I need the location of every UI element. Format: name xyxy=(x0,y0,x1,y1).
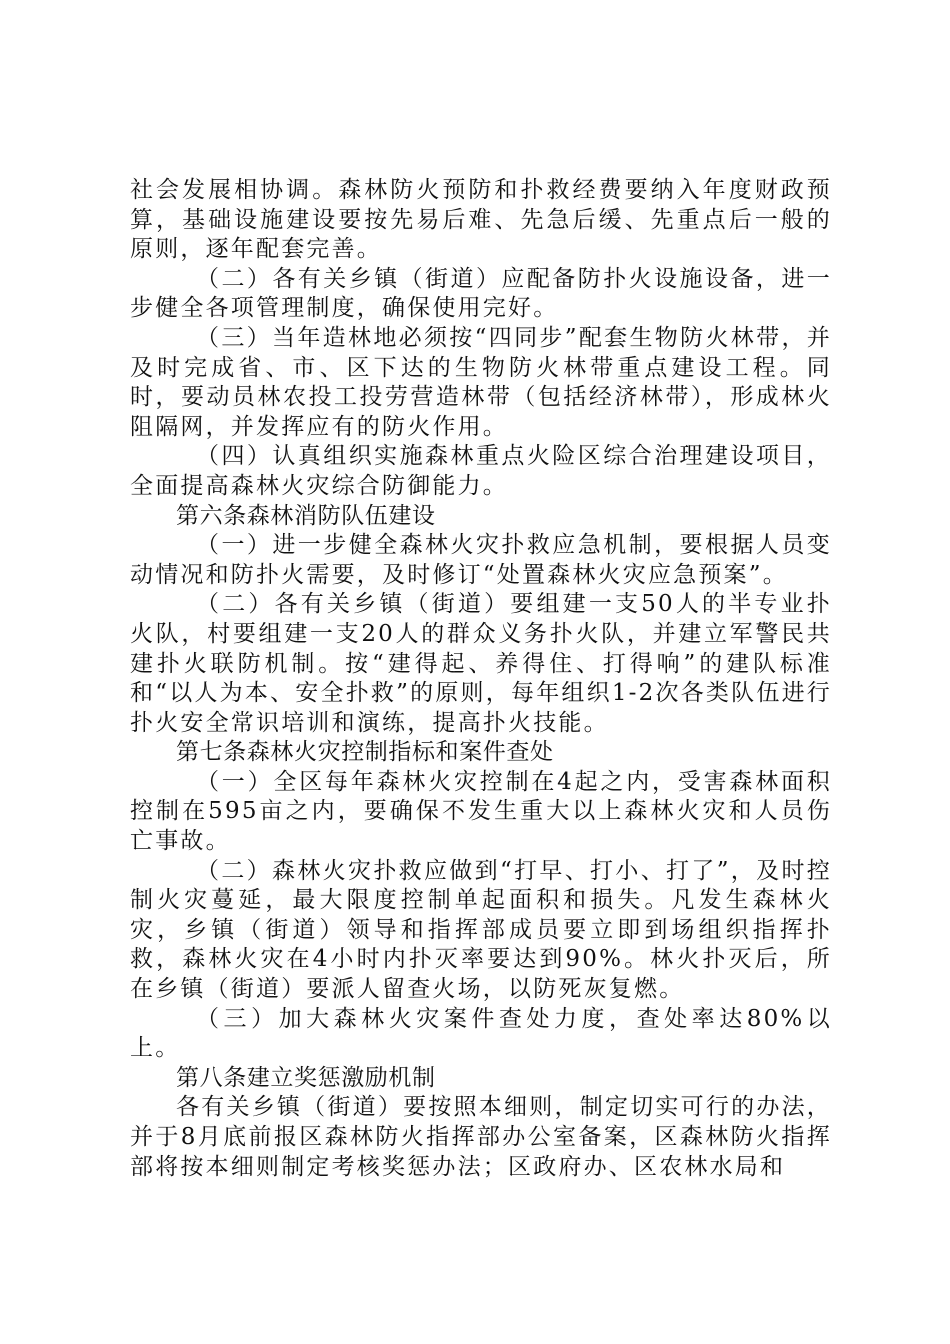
paragraph-item-4-risk-zone: （四）认真组织实施森林重点火险区综合治理建设项目，全面提高森林火灾综合防御能力。 xyxy=(130,443,832,499)
section-heading-article-7: 第七条森林火灾控制指标和案件查处 xyxy=(176,739,554,766)
paragraph-incentives: 各有关乡镇（街道）要按照本细则，制定切实可行的办法，并于8月底前报区森林防火指挥部办公室备案，区森林防火指挥部将按本细则制定考核奖惩办法；区政府办、区农林水局和 xyxy=(130,1094,832,1180)
paragraph-item-2-teams: （二）各有关乡镇（街道）要组建一支50人的半专业扑火队，村要组建一支20人的群众义务扑火队，并建立军警民共建扑火联防机制。按“建得起、养得住、打得响”的建队标准和“以人为本、安全扑救”的原则，每年组织1-2次各类队伍进行扑火安全常识培训和演练，提高扑火技能。 xyxy=(130,591,832,736)
paragraph-budget: 社会发展相协调。森林防火预防和扑救经费要纳入年度财政预算，基础设施建设要按先易后难、先急后缓、先重点后一般的原则，逐年配套完善。 xyxy=(130,177,832,263)
document-page xyxy=(130,176,832,1182)
paragraph-item-2-suppression: （二）森林火灾扑救应做到“打早、打小、打了”，及时控制火灾蔓延，最大限度控制单起面积和损失。凡发生森林火灾，乡镇（街道）领导和指挥部成员要立即到场组织指挥扑救，森林火灾在4小时内扑灭率要达到90%。林火扑灭后，所在乡镇（街道）要派人留查火场，以防死灰复燃。 xyxy=(130,857,832,1003)
paragraph-item-2-equipment: （二）各有关乡镇（街道）应配备防扑火设施设备，进一步健全各项管理制度，确保使用完好。 xyxy=(130,265,832,322)
section-heading-article-8: 第八条建立奖惩激励机制 xyxy=(176,1064,436,1091)
paragraph-item-1-emergency: （一）进一步健全森林火灾扑救应急机制，要根据人员变动情况和防扑火需要，及时修订“处置森林火灾应急预案”。 xyxy=(130,532,832,588)
paragraph-item-1-control: （一）全区每年森林火灾控制在4起之内，受害森林面积控制在595亩之内，要确保不发生重大以上森林火灾和人员伤亡事故。 xyxy=(130,768,832,855)
paragraph-item-3-investigation: （三）加大森林火灾案件查处力度，查处率达80%以上。 xyxy=(130,1005,832,1062)
paragraph-item-3-firebreak: （三）当年造林地必须按“四同步”配套生物防火林带，并及时完成省、市、区下达的生物防火林带重点建设工程。同时，要动员林农投工投劳营造林带（包括经济林带），形成林火阻隔网，并发挥应有的防火作用。 xyxy=(130,324,832,440)
section-heading-article-6: 第六条森林消防队伍建设 xyxy=(176,502,436,529)
